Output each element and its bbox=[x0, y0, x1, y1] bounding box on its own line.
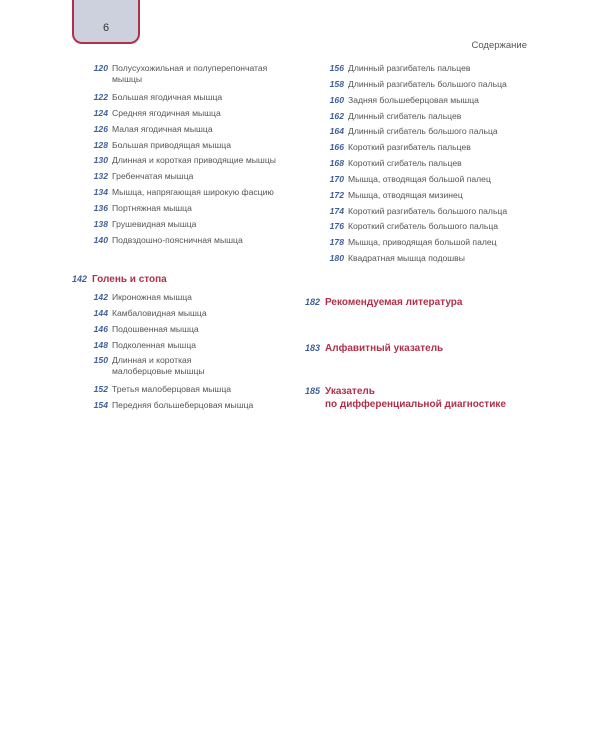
section-title-line1: Указатель bbox=[325, 386, 375, 397]
toc-entry[interactable] bbox=[318, 253, 543, 269]
toc-page-number: 176 bbox=[329, 221, 344, 232]
toc-entry[interactable] bbox=[82, 384, 297, 400]
toc-entry[interactable] bbox=[82, 324, 297, 340]
toc-entry-title: Короткий разгибатель пальцев bbox=[348, 142, 471, 153]
toc-entry-title: Мышца, приводящая большой палец bbox=[348, 237, 497, 248]
toc-page-number: 148 bbox=[93, 339, 108, 350]
toc-entry-title: Гребенчатая мышца bbox=[112, 171, 194, 182]
toc-page-number: 130 bbox=[93, 155, 108, 166]
toc-right-column bbox=[318, 63, 543, 269]
toc-page-number: 134 bbox=[93, 187, 108, 198]
toc-entry[interactable] bbox=[82, 92, 297, 108]
toc-entry-title: Длинный разгибатель большого пальца bbox=[348, 78, 507, 89]
toc-page-number: 160 bbox=[329, 94, 344, 105]
toc-page-number: 168 bbox=[329, 158, 344, 169]
section-page-number: 185 bbox=[305, 386, 321, 396]
toc-entry-title: Короткий сгибатель большого пальца bbox=[348, 221, 499, 232]
toc-entry[interactable] bbox=[82, 171, 297, 187]
toc-entry[interactable] bbox=[318, 63, 543, 79]
section-heading-differential-index[interactable] bbox=[305, 385, 506, 411]
toc-page-number: 172 bbox=[329, 189, 344, 200]
toc-entry-title: Длинный разгибатель пальцев bbox=[348, 63, 471, 73]
toc-page-number: 158 bbox=[329, 78, 344, 89]
toc-page-number: 174 bbox=[329, 205, 344, 216]
toc-page-number: 120 bbox=[93, 63, 108, 73]
toc-entry[interactable] bbox=[318, 142, 543, 158]
toc-entry[interactable] bbox=[82, 235, 297, 251]
section-title: Рекомендуемая литература bbox=[325, 297, 463, 308]
page-number: 6 bbox=[103, 22, 110, 34]
toc-entry[interactable] bbox=[318, 174, 543, 190]
toc-page-number: 140 bbox=[93, 234, 108, 245]
toc-entry[interactable] bbox=[82, 400, 297, 416]
toc-entry-title: Передняя большеберцовая мышца bbox=[112, 400, 254, 411]
toc-entry[interactable] bbox=[318, 190, 543, 206]
toc-page-number: 166 bbox=[329, 142, 344, 153]
section-heading-alphabetical-index[interactable] bbox=[305, 342, 443, 355]
toc-entry-title: Третья малоберцовая мышца bbox=[112, 384, 232, 395]
toc-page-number: 136 bbox=[93, 202, 108, 213]
toc-entry[interactable] bbox=[318, 206, 543, 222]
toc-page-number: 162 bbox=[329, 110, 344, 121]
toc-left-column bbox=[82, 63, 297, 250]
toc-page-number: 156 bbox=[329, 63, 344, 73]
toc-entry-title: Мышца, напрягающая широкую фасцию bbox=[112, 187, 274, 198]
toc-entry[interactable] bbox=[82, 124, 297, 140]
toc-page-number: 170 bbox=[329, 173, 344, 184]
toc-page-number: 178 bbox=[329, 237, 344, 248]
toc-entry-title: Длинный сгибатель большого пальца bbox=[348, 126, 498, 137]
section-title-line2: по дифференциальной диагностике bbox=[325, 399, 506, 410]
toc-entry[interactable] bbox=[82, 292, 297, 308]
toc-entry[interactable] bbox=[318, 111, 543, 127]
toc-entry-title: Грушевидная мышца bbox=[112, 218, 197, 229]
toc-page-number: 164 bbox=[329, 126, 344, 137]
toc-entry[interactable] bbox=[82, 203, 297, 219]
toc-page-number: 142 bbox=[93, 292, 108, 302]
toc-entry-title: Портняжная мышца bbox=[112, 202, 192, 213]
toc-entry[interactable] bbox=[82, 308, 297, 324]
toc-page-number: 152 bbox=[93, 384, 108, 395]
toc-entry-title: Мышца, отводящая большой палец bbox=[348, 173, 491, 184]
section-page-number: 183 bbox=[305, 343, 321, 353]
toc-entry[interactable] bbox=[318, 126, 543, 142]
section-title: Алфавитный указатель bbox=[325, 343, 444, 354]
toc-entry-title: Длинная и короткая малоберцовые мышцы bbox=[112, 355, 205, 376]
toc-entry[interactable] bbox=[318, 79, 543, 95]
toc-entry-title: Средняя ягодичная мышца bbox=[112, 107, 221, 118]
toc-entry[interactable] bbox=[82, 63, 297, 92]
toc-entry[interactable] bbox=[82, 355, 297, 384]
toc-page-number: 150 bbox=[93, 355, 108, 366]
section-page-number: 182 bbox=[305, 297, 321, 307]
toc-entry-title: Большая приводящая мышца bbox=[112, 139, 231, 150]
toc-entry[interactable] bbox=[318, 95, 543, 111]
toc-entry-title: Короткий разгибатель большого пальца bbox=[348, 205, 508, 216]
toc-entry-title: Мышца, отводящая мизинец bbox=[348, 189, 463, 200]
toc-entry[interactable] bbox=[82, 187, 297, 203]
section-heading-literature[interactable] bbox=[305, 296, 462, 309]
toc-page-number: 138 bbox=[93, 218, 108, 229]
toc-entry[interactable] bbox=[318, 237, 543, 253]
toc-entry[interactable] bbox=[82, 340, 297, 356]
running-header: Содержание bbox=[471, 40, 527, 51]
toc-entry[interactable] bbox=[82, 108, 297, 124]
toc-entry[interactable] bbox=[82, 219, 297, 235]
toc-entry-title: Подвздошно-поясничная мышца bbox=[112, 234, 243, 245]
toc-page-number: 144 bbox=[93, 307, 108, 318]
toc-entry[interactable] bbox=[318, 221, 543, 237]
toc-page-number: 128 bbox=[93, 139, 108, 150]
section-title bbox=[325, 385, 506, 411]
toc-entry[interactable] bbox=[82, 155, 297, 171]
toc-page-number: 132 bbox=[93, 171, 108, 182]
toc-page-number: 124 bbox=[93, 107, 108, 118]
section-page-number: 142 bbox=[72, 274, 88, 284]
toc-page-number: 122 bbox=[93, 92, 108, 102]
toc-entry-title: Малая ягодичная мышца bbox=[112, 123, 213, 134]
toc-entry-title: Длинный сгибатель пальцев bbox=[348, 110, 462, 121]
toc-page-number: 126 bbox=[93, 123, 108, 134]
toc-entry-title: Длинная и короткая приводящие мышцы bbox=[112, 155, 276, 166]
toc-entry-title: Подколенная мышца bbox=[112, 339, 197, 350]
toc-entry-title: Короткий сгибатель пальцев bbox=[348, 158, 462, 169]
toc-entry-title: Квадратная мышца подошвы bbox=[348, 253, 465, 264]
toc-entry[interactable] bbox=[82, 140, 297, 156]
toc-page-number: 146 bbox=[93, 323, 108, 334]
section-title: Голень и стопа bbox=[92, 274, 167, 285]
toc-entry-title: Полусухожильная и полуперепончатая мышцы bbox=[112, 63, 268, 84]
toc-page-number: 154 bbox=[93, 400, 108, 411]
toc-entry-title: Большая ягодичная мышца bbox=[112, 92, 223, 102]
toc-entry-title: Икроножная мышца bbox=[112, 292, 192, 302]
toc-entry[interactable] bbox=[318, 158, 543, 174]
toc-page-number: 180 bbox=[329, 253, 344, 264]
toc-entry-title: Задняя большеберцовая мышца bbox=[348, 94, 479, 105]
toc-legs-list bbox=[82, 292, 297, 416]
section-heading-legs[interactable] bbox=[72, 273, 167, 286]
toc-entry-title: Подошвенная мышца bbox=[112, 323, 199, 334]
toc-entry-title: Камбаловидная мышца bbox=[112, 307, 207, 318]
